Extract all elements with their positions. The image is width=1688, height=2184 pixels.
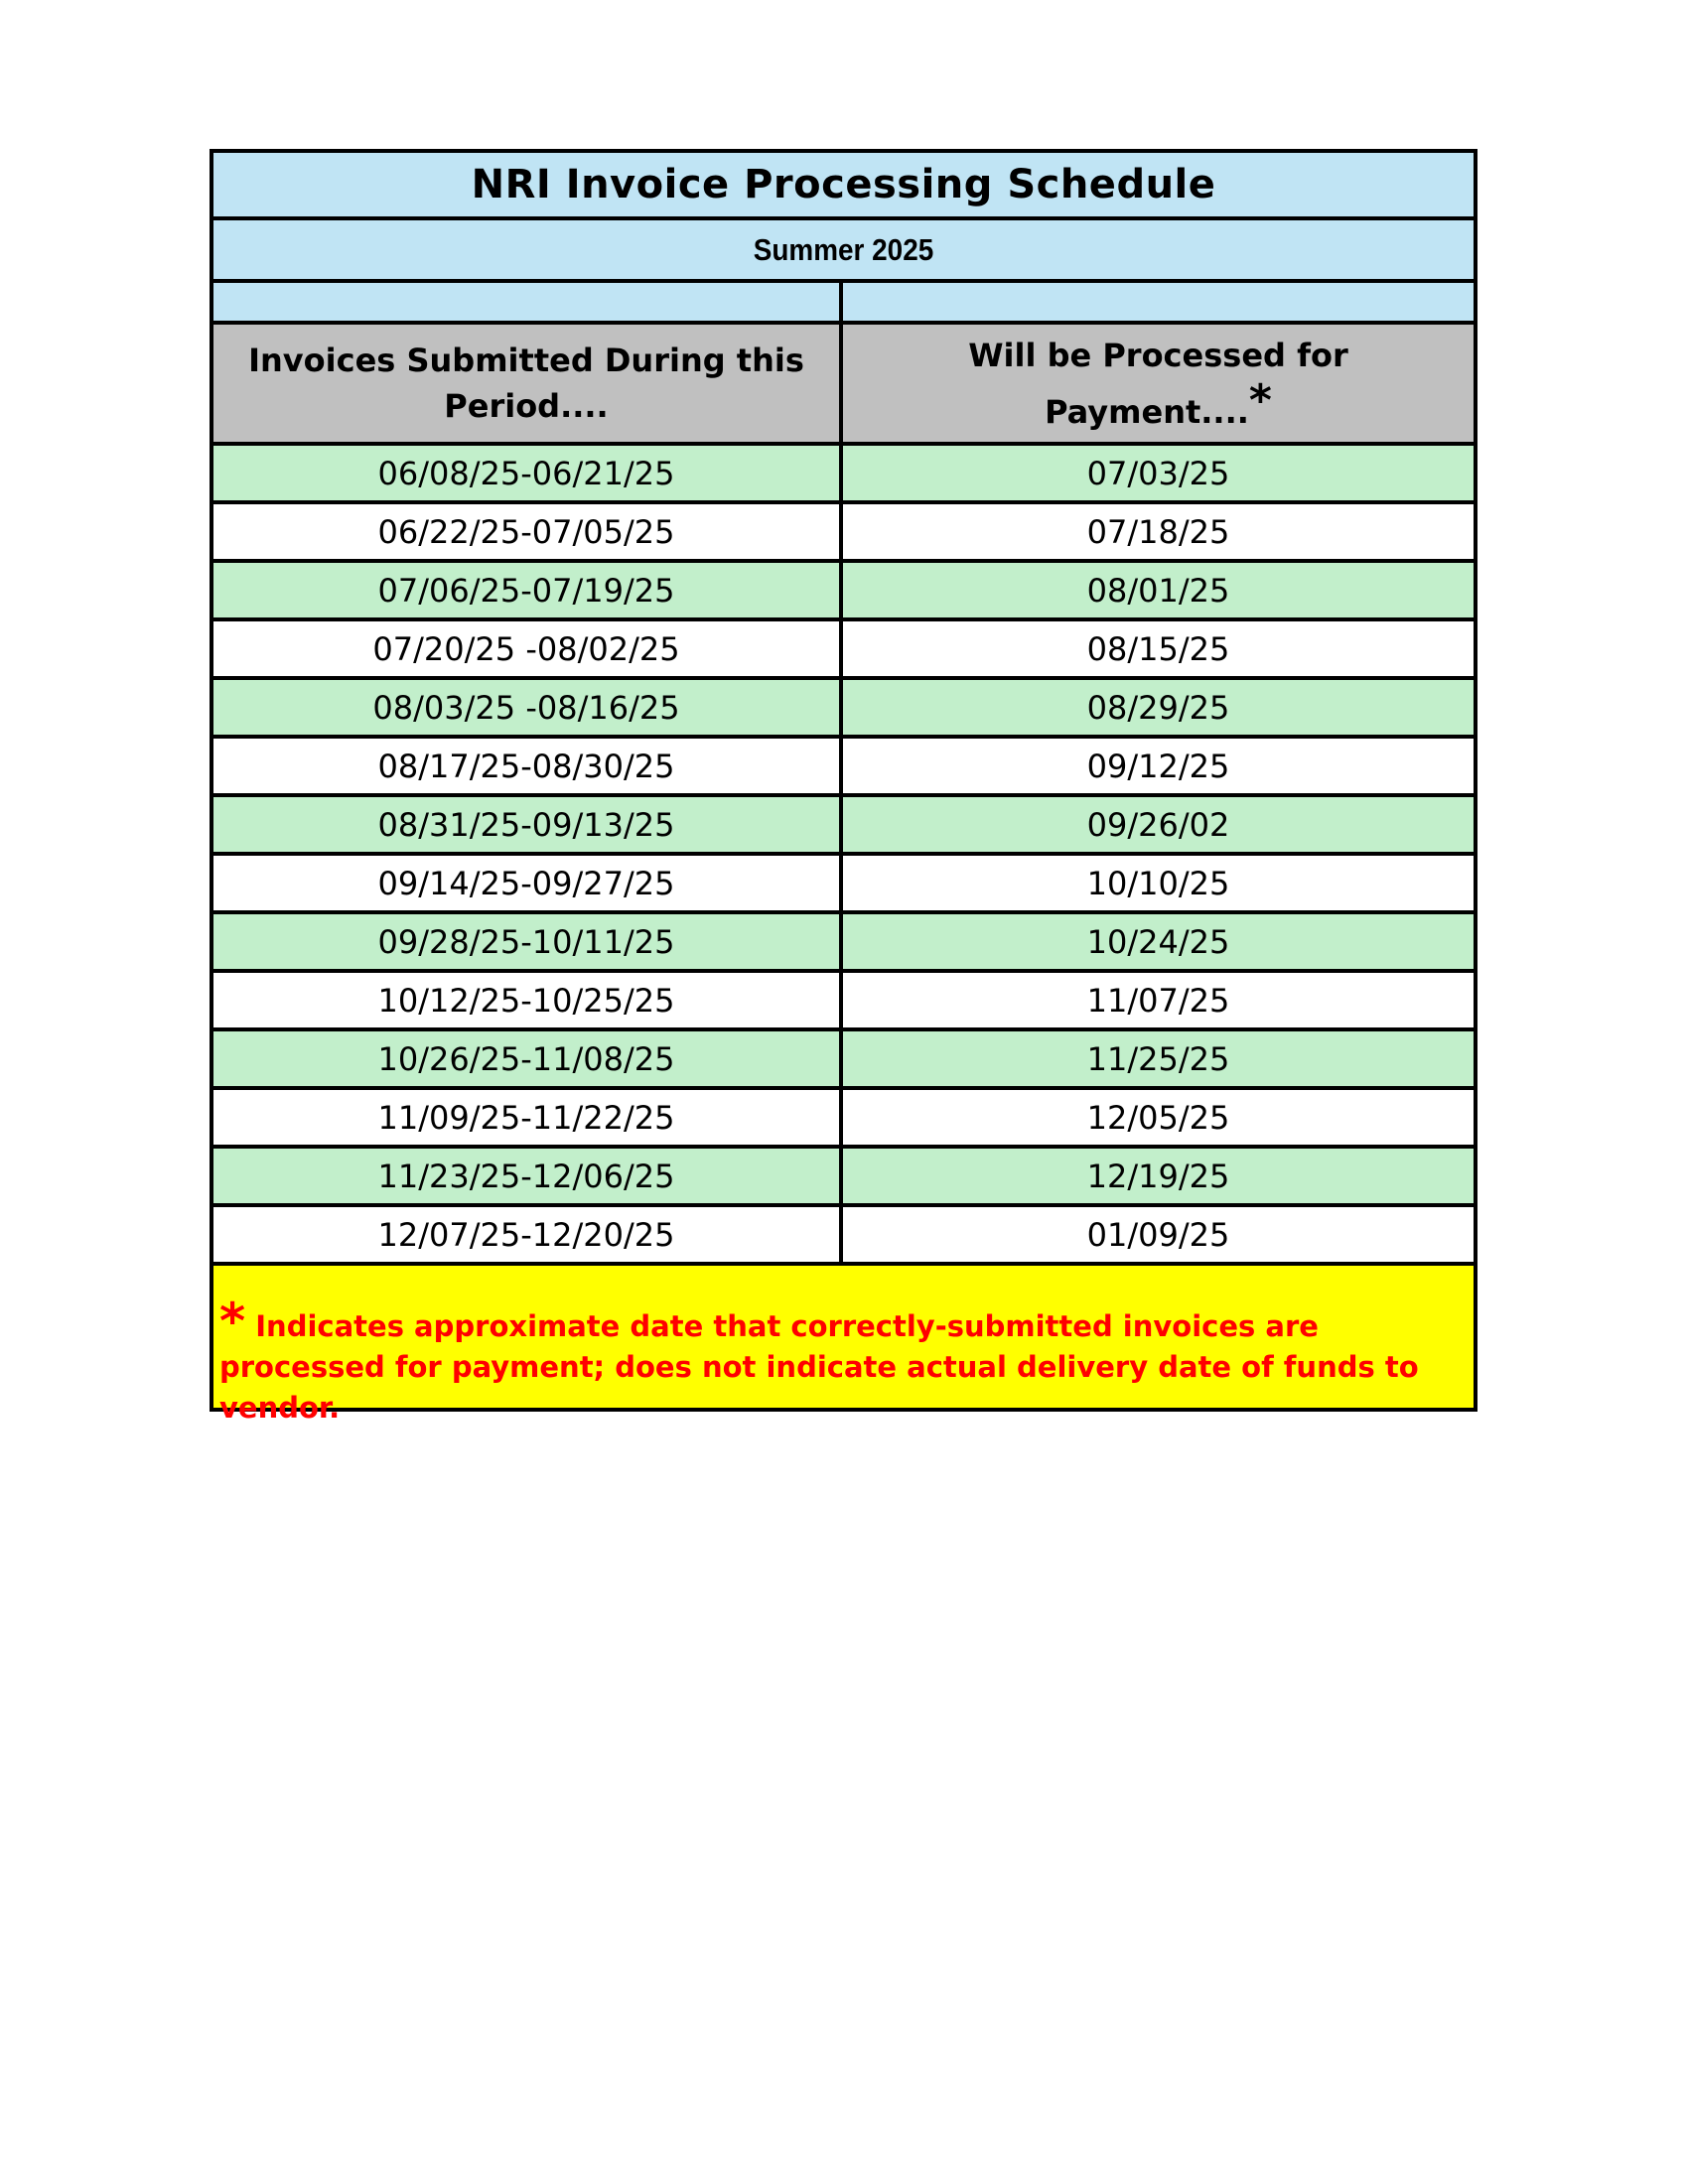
subtitle-row [213,220,1474,283]
processing-date-cell: 11/25/25 [1086,1039,1230,1078]
submission-period-cell: 07/06/25-07/19/25 [213,563,843,617]
title-row [213,153,1474,220]
table-row [213,446,1474,504]
processing-date-cell: 09/12/25 [1086,747,1230,785]
table-row [213,621,1474,680]
processing-date-cell: 08/01/25 [1086,571,1230,610]
submission-period-cell: 08/03/25 -08/16/25 [213,680,843,735]
processing-date-cell: 10/10/25 [1086,864,1230,902]
footnote [213,1266,1474,1425]
column-header-processed-label: Will be Processed for Payment.... [968,336,1348,431]
submission-period-cell: 08/17/25-08/30/25 [213,739,843,793]
footnote-asterisk: * [219,1293,246,1350]
page-title: NRI Invoice Processing Schedule [471,162,1216,207]
table-row [213,1149,1474,1207]
asterisk-marker: * [1248,374,1272,426]
table-body [213,446,1474,1266]
submission-period-cell: 10/12/25-10/25/25 [213,973,843,1027]
processing-date-cell: 08/15/25 [1086,629,1230,668]
submission-period-cell: 08/31/25-09/13/25 [213,797,843,852]
invoice-schedule-table [210,149,1477,1425]
blank-cell-right [843,283,1474,321]
processing-date-cell: 11/07/25 [1086,981,1230,1020]
submission-period-cell: 09/28/25-10/11/25 [213,914,843,969]
table-row [213,504,1474,563]
processing-date-cell: 10/24/25 [1086,922,1230,961]
table-row [213,973,1474,1031]
table-row [213,680,1474,739]
submission-period-cell: 06/22/25-07/05/25 [213,504,843,559]
table-row [213,1031,1474,1090]
submission-period-cell: 12/07/25-12/20/25 [213,1207,843,1262]
submission-period-cell: 09/14/25-09/27/25 [213,856,843,910]
table-row [213,563,1474,621]
submission-period-cell: 10/26/25-11/08/25 [213,1031,843,1086]
submission-period-cell: 06/08/25-06/21/25 [213,446,843,500]
submission-period-cell: 11/23/25-12/06/25 [213,1149,843,1203]
column-header-submitted [213,325,843,442]
blank-row [213,283,1474,325]
processing-date-cell: 09/26/02 [1086,805,1230,844]
processing-date-cell: 12/19/25 [1086,1157,1230,1195]
table-row [213,739,1474,797]
column-header-processed [843,325,1474,442]
column-header-submitted-label: Invoices Submitted During this Period.... [248,341,804,425]
table-row [213,1207,1474,1266]
submission-period-cell: 11/09/25-11/22/25 [213,1090,843,1145]
submission-period-cell: 07/20/25 -08/02/25 [213,621,843,676]
table-row [213,856,1474,914]
processing-date-cell: 01/09/25 [1086,1215,1230,1254]
footnote-text: Indicates approximate date that correctly-submitted invoices are processed for payment; does not indicate actual delivery date of funds to vendor. [219,1309,1419,1425]
processing-date-cell: 08/29/25 [1086,688,1230,727]
table-row [213,797,1474,856]
blank-cell-left [213,283,843,321]
column-header-row [213,325,1474,446]
table-row [213,914,1474,973]
processing-date-cell: 07/18/25 [1086,512,1230,551]
column-header-processed-text [863,333,1454,435]
processing-date-cell: 12/05/25 [1086,1098,1230,1137]
processing-date-cell: 07/03/25 [1086,454,1230,492]
table-row [213,1090,1474,1149]
page-subtitle: Summer 2025 [753,231,934,267]
